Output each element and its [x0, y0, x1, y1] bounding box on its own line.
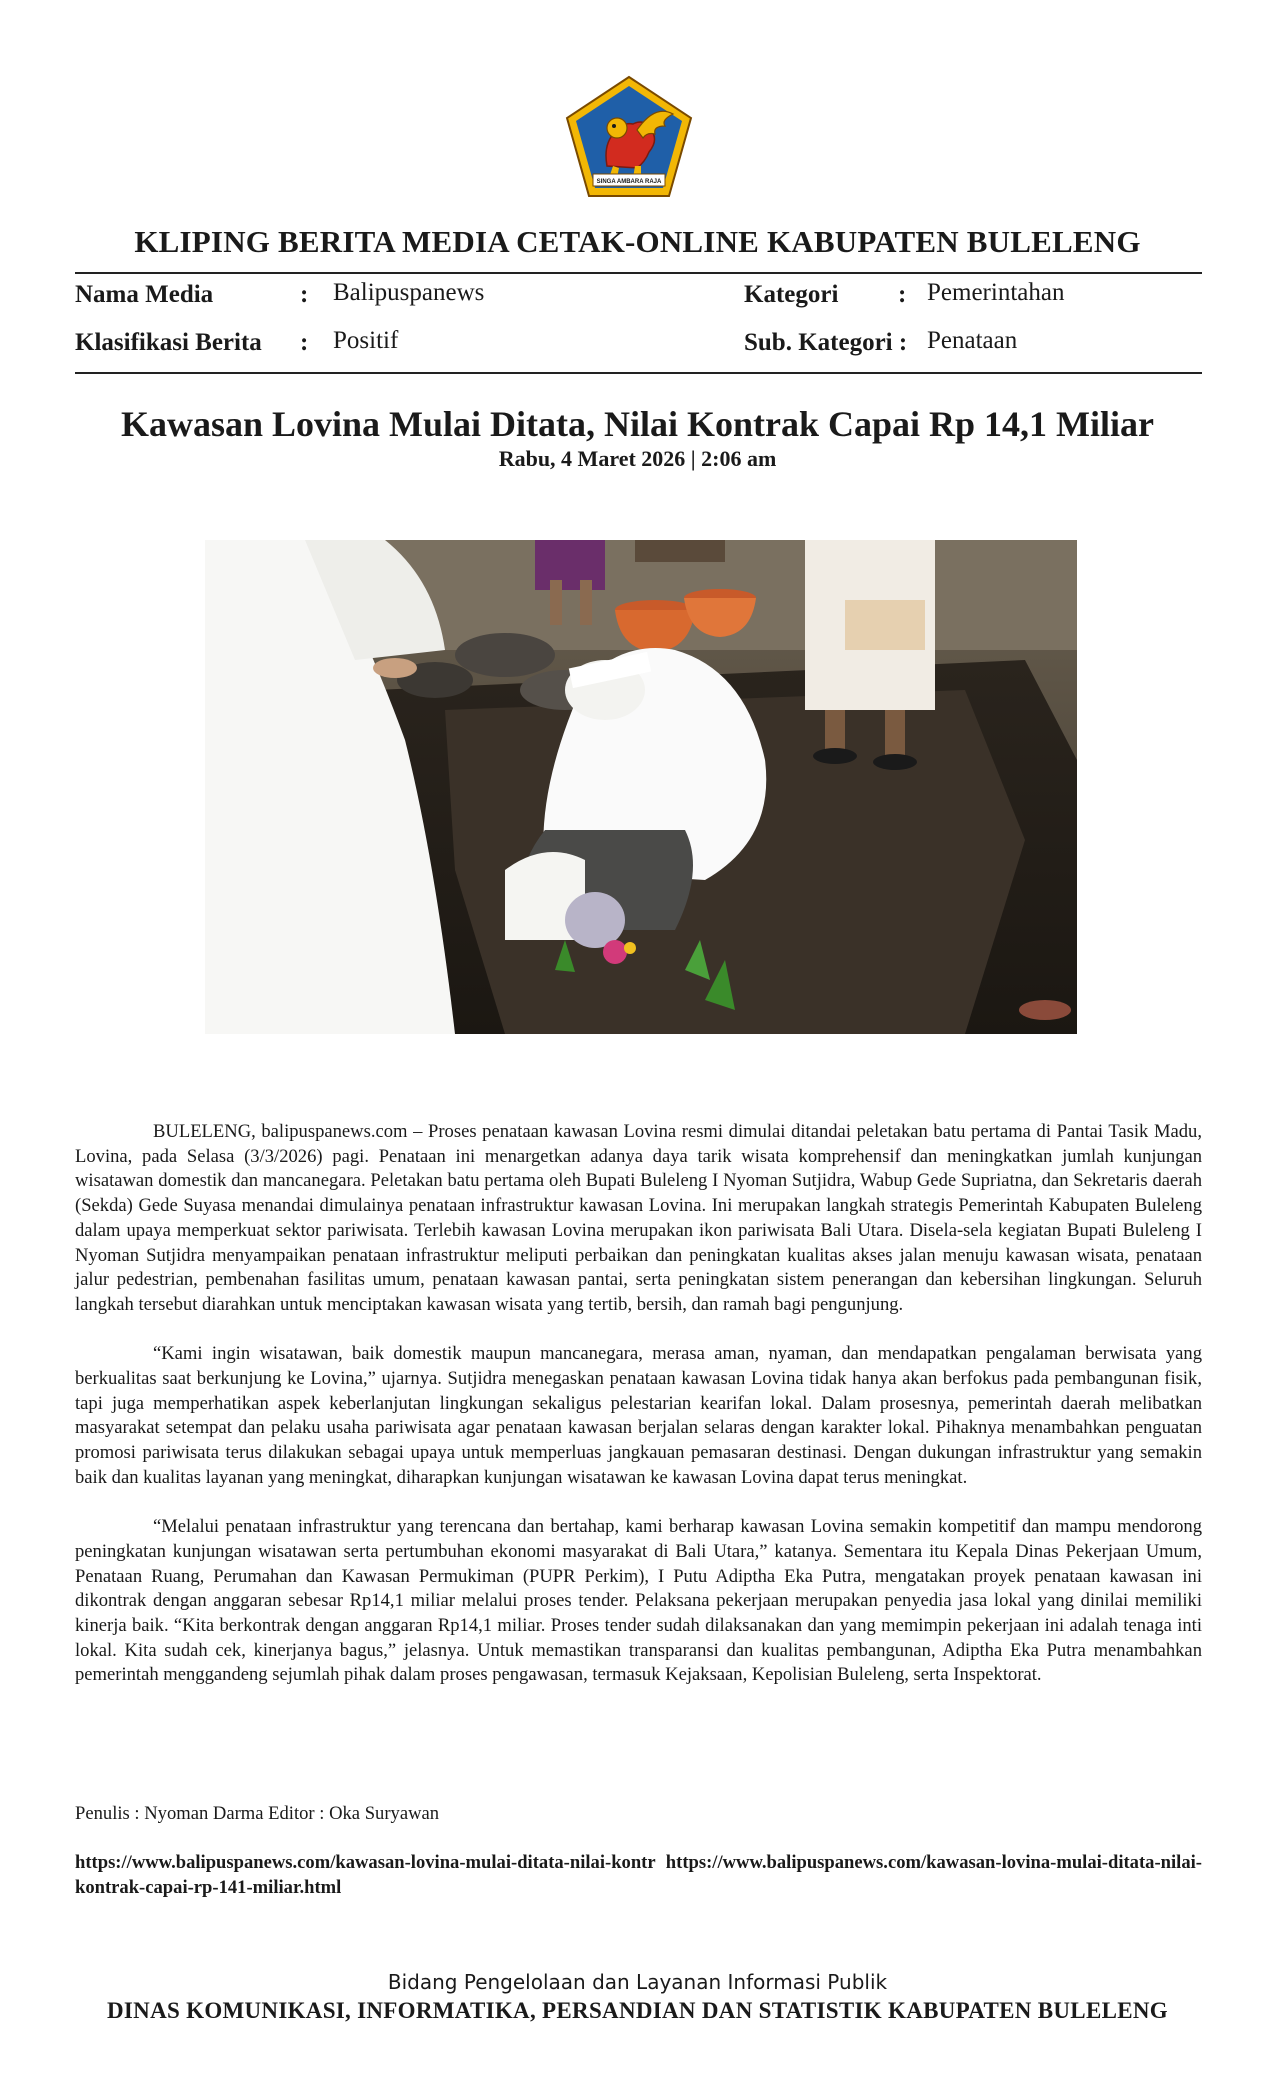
- kategori-label: Kategori: [744, 281, 839, 308]
- kategori-colon: :: [898, 281, 907, 308]
- media-label: Nama Media: [75, 281, 214, 308]
- klasifikasi-colon: :: [300, 329, 309, 356]
- article-paragraph-3: “Melalui penataan infrastruktur yang terencana dan bertahap, kami berharap kawasan Lovina semakin kompetitif dan mampu mendorong peningkatan kunjungan wisatawan serta pertumbuhan ekonomi masyarakat di Bali Utara,” katanya. Sementara itu Kepala Dinas Pekerjaan Umum, Penataan Ruang, Perumahan dan Kawasan Permukiman (PUPR Perkim), I Putu Adiptha Eka Putra, mengatakan proyek penataan kawasan ini dikontrak dengan anggaran sebesar Rp14,1 miliar melalui proses tender. Pelaksana pekerjaan merupakan penyedia jasa lokal yang dinilai memiliki kinerja baik. “Kita berkontrak dengan anggaran Rp14,1 miliar. Proses tender sudah dilaksanakan dan yang memimpin pekerjaan ini adalah tenaga inti lokal. Kita sudah cek, kinerjanya bagus,” jelasnya. Untuk memastikan transparansi dan kualitas pembangunan, Adiptha Eka Putra menambahkan pemerintah menggandeng sejumlah pihak dalam proses pengawasan, termasuk Kejaksaan, Kepolisian Buleleng, serta Inspektorat.: [75, 1516, 1202, 1686]
- header-divider-top: [75, 272, 1202, 274]
- document-header-title: KLIPING BERITA MEDIA CETAK-ONLINE KABUPATEN BULELENG: [134, 224, 1141, 259]
- crest-icon: [563, 74, 695, 200]
- article-body: [75, 1120, 1202, 1713]
- article-paragraph-1: BULELENG, balipuspanews.com – Proses penataan kawasan Lovina resmi dimulai ditandai peletakan batu pertama di Pantai Tasik Madu, Lovina, pada Selasa (3/3/2026) pagi. Penataan ini menargetkan adanya daya tarik wisata komprehensif dan meningkatkan jumlah kunjungan wisatawan domestik dan mancanegara. Peletakan batu pertama oleh Bupati Buleleng I Nyoman Sutjidra, Wabup Gede Supriatna, dan Sekretaris daerah (Sekda) Gede Suyasa menandai dimulainya penataan infrastruktur kawasan Lovina. Ini merupakan langkah strategis Pemerintah Kabupaten Buleleng dalam upaya memperkuat sektor pariwisata. Terlebih kawasan Lovina merupakan ikon pariwisata Bali Utara. Disela-sela kegiatan Bupati Buleleng I Nyoman Sutjidra menyampaikan penataan infrastruktur meliputi perbaikan dan peningkatan kualitas akses jalan menuju kawasan wisata, penataan jalur pedestrian, pembenahan fasilitas umum, penataan kawasan pantai, serta peningkatan sistem penerangan dan kebersihan lingkungan. Seluruh langkah tersebut diarahkan untuk menciptakan kawasan wisata yang tertib, bersih, dan ramah bagi pengunjung.: [75, 1121, 1202, 1315]
- article-date: Rabu, 4 Maret 2026 | 2:06 am: [498, 446, 777, 471]
- groundbreaking-photo-image: [205, 540, 1077, 1034]
- media-value: Balipuspanews: [333, 279, 485, 306]
- media-colon: :: [300, 281, 309, 308]
- buleleng-crest-logo: [563, 74, 695, 200]
- article-paragraph-2: “Kami ingin wisatawan, baik domestik maupun mancanegara, merasa aman, nyaman, dan mendapatkan pengalaman berwisata yang berkualitas saat berkunjung ke Lovina,” ujarnya. Sutjidra menegaskan penataan kawasan Lovina tidak hanya akan berfokus pada pembangunan fisik, tapi juga memperhatikan aspek keberlanjutan lingkungan sekaligus pelestarian kearifan lokal. Dalam prosesnya, pemerintah daerah melibatkan masyarakat setempat dan pelaku usaha pariwisata agar penataan kawasan berjalan selaras dengan karakter lokal. Pihaknya menambahkan penguatan promosi pariwisata terus dilakukan sebagai upaya untuk memperluas jangkauan pemasaran destinasi. Dengan dukungan infrastruktur yang semakin baik dan kualitas layanan yang meningkat, diharapkan kunjungan wisatawan ke kawasan Lovina dapat terus meningkat.: [75, 1343, 1202, 1488]
- footer-department: Bidang Pengelolaan dan Layanan Informasi Publik: [387, 1970, 888, 1994]
- footer-agency: DINAS KOMUNIKASI, INFORMATIKA, PERSANDIAN DAN STATISTIK KABUPATEN BULELENG: [107, 1998, 1168, 2023]
- article-credits: Penulis : Nyoman Darma Editor : Oka Suryawan: [75, 1803, 440, 1824]
- article-source-url[interactable]: https://www.balipuspanews.com/kawasan-lovina-mulai-ditata-nilai-kontr https://www.balipuspanews.com/kawasan-lovina-mulai-ditata-nilai-kontrak-capai-rp-141-miliar.html: [75, 1852, 1202, 1898]
- crest-motto: SINGA AMBARA RAJA: [596, 179, 662, 185]
- article-photo: [205, 540, 1077, 1034]
- header-divider-bottom: [75, 372, 1202, 374]
- klasifikasi-label: Klasifikasi Berita: [75, 329, 262, 356]
- subkategori-value: Penataan: [927, 327, 1018, 354]
- subkategori-label: Sub. Kategori :: [744, 329, 908, 356]
- article-title: Kawasan Lovina Mulai Ditata, Nilai Kontrak Capai Rp 14,1 Miliar: [120, 404, 1155, 444]
- klasifikasi-value: Positif: [333, 327, 399, 354]
- kategori-value: Pemerintahan: [927, 279, 1065, 306]
